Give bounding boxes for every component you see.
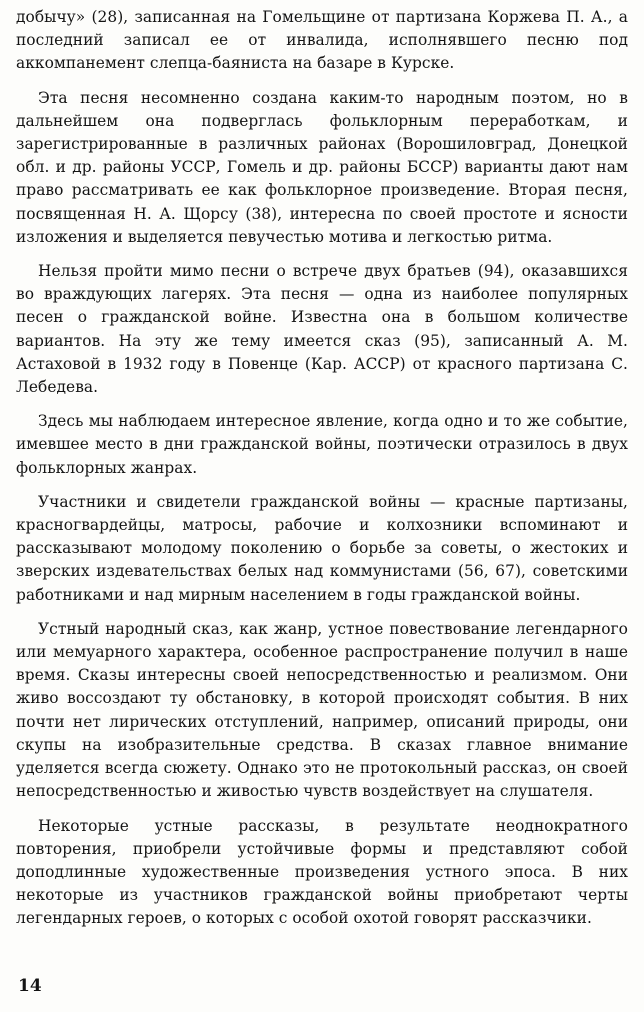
paragraph-oral-stories: Некоторые устные рассказы, в результате неоднократного повторения, приобрели устойчивые формы и представляют собой доподлинные художественные произведения устного эпоса. В них некоторые из участников гражданской войны приобретают черты легендарных героев, о которых с особой охотой говорят рассказчики. bbox=[16, 816, 628, 928]
page-number: 14 bbox=[18, 976, 42, 996]
paragraph-song-folklore: Эта песня несомненно создана каким-то народным поэтом, но в дальнейшем она подверглась фольклорным переработкам, и зарегистрированные в различных районах (Ворошиловград, Донецкой обл. и др. районы УССР, Гомель и др. районы БССР) варианты дают нам право рассматривать ее как фольклорное произведение. Вторая песня, посвященная Н. А. Щорсу (38), интересна по своей простоте и ясности изложения и выделяется певучестью мотива и легкостью ритма. bbox=[16, 88, 628, 246]
paragraph-two-genres: Здесь мы наблюдаем интересное явление, когда одно и то же событие, имевшее место в дни гражданской войны, поэтически отразилось в двух фольклорных жанрах. bbox=[16, 412, 628, 477]
paragraph-continuation: добычу» (28), записанная на Гомельщине от партизана Коржева П. А., а последний записал ее от инвалида, исполнявшего песню под аккомпанемент слепца-баяниста на базаре в Курске. bbox=[16, 8, 628, 73]
body-text bbox=[16, 6, 628, 942]
paragraph-two-brothers: Нельзя пройти мимо песни о встрече двух братьев (94), оказавшихся во враждующих лагерях. Эта песня — одна из наиболее популярных песен о гражданской войне. Известна она в большом количестве вариантов. На эту же тему имеется сказ (95), записанный А. М. Астаховой в 1932 году в Повенце (Кар. АССР) от красного партизана С. Лебедева. bbox=[16, 262, 628, 397]
paragraph-participants: Участники и свидетели гражданской войны — красные партизаны, красногвардейцы, матросы, рабочие и колхозники вспоминают и рассказывают молодому поколению о борьбе за советы, о жестоких и зверских издевательствах белых над коммунистами (56, 67), советскими работниками и над мирным населением в годы гражданской войны. bbox=[16, 492, 628, 604]
paragraph-oral-tale: Устный народный сказ, как жанр, устное повествование легендарного или мемуарного характера, особенное распространение получил в наше время. Сказы интересны своей непосредственностью и реализмом. Они живо воссоздают ту обстановку, в которой происходят события. В них почти нет лирических отступлений, например, описаний природы, они скупы на изобразительные средства. В сказах главное внимание уделяется всегда сюжету. Однако это не протокольный рассказ, он своей непосредственностью и живостью чувств воздействует на слушателя. bbox=[16, 619, 628, 801]
